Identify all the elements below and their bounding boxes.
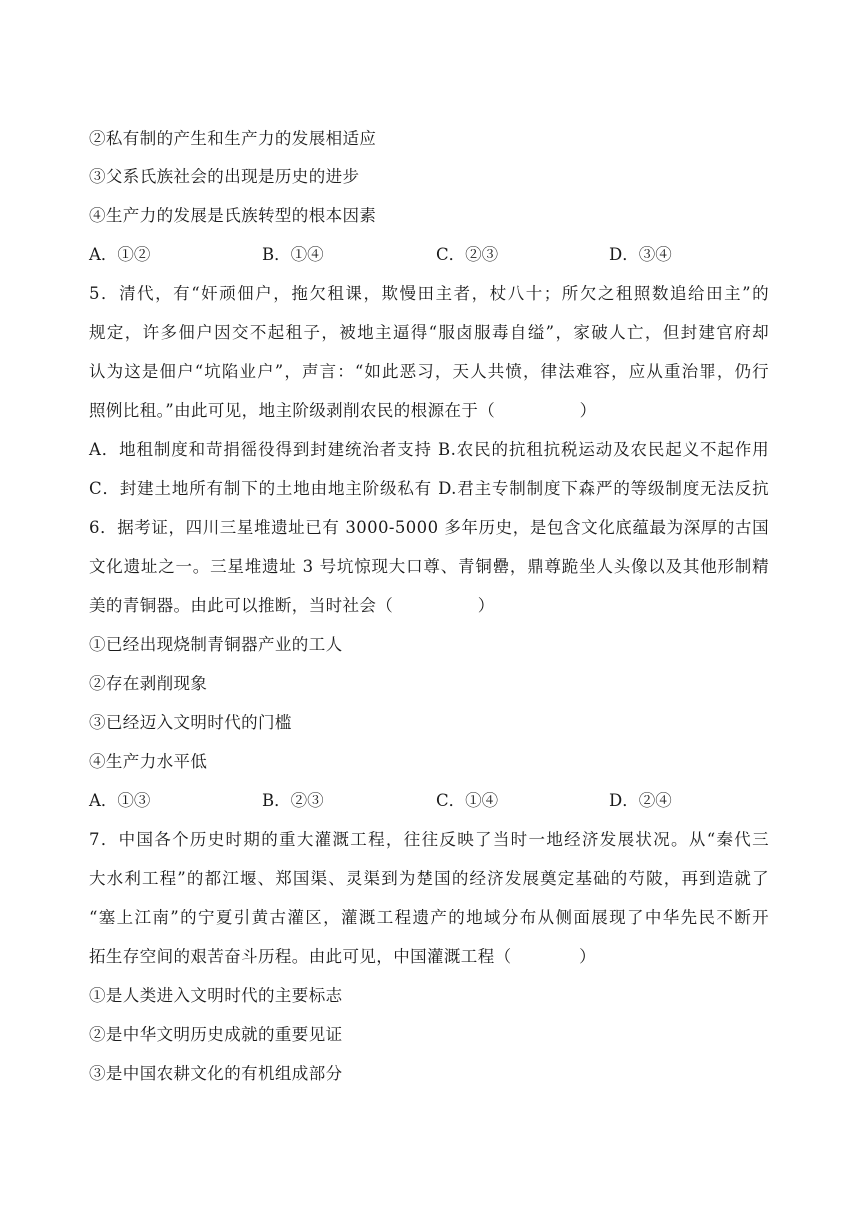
q4-option-b: B．①④ (262, 245, 324, 264)
q6-option-b: B．②③ (262, 791, 324, 810)
q6-statement-1: ①已经出现烧制青铜器产业的工人 (89, 635, 343, 654)
q7-stem-line-1: 7．中国各个历史时期的重大灌溉工程，往往反映了当时一地经济发展状况。从“秦代三 (89, 830, 769, 849)
statement-4: ④生产力的发展是氏族转型的根本因素 (89, 206, 377, 225)
q6-stem-line-3: 美的青铜器。由此可以推断，当时社会（ ） (89, 596, 495, 615)
statement-2: ②私有制的产生和生产力的发展相适应 (89, 129, 377, 148)
q5-options-ab: A．地租制度和苛捐徭役得到封建统治者支持 B.农民的抗租抗税运动及农民起义不起作用 (89, 440, 769, 459)
q4-option-c: C．②③ (436, 245, 499, 264)
q5-stem-line-3: 认为这是佃户“坑陷业户”，声言：“如此恶习，天人共愤，律法难容，应从重治罪，仍行 (89, 362, 769, 381)
q6-option-c: C．①④ (436, 791, 499, 810)
q6-option-d: D．②④ (609, 791, 672, 810)
q7-statement-2: ②是中华文明历史成就的重要见证 (89, 1025, 343, 1044)
statement-3: ③父系氏族社会的出现是历史的进步 (89, 167, 360, 186)
q6-option-a: A．①③ (89, 791, 151, 810)
q7-stem-line-2: 大水利工程”的都江堰、郑国渠、灵渠到为楚国的经济发展奠定基础的芍陂，再到造就了 (89, 869, 769, 888)
q4-option-a: A．①② (89, 245, 151, 264)
q7-statement-1: ①是人类进入文明时代的主要标志 (89, 986, 343, 1005)
q7-statement-3: ③是中国农耕文化的有机组成部分 (89, 1064, 343, 1083)
q6-statement-3: ③已经迈入文明时代的门槛 (89, 713, 292, 732)
q7-stem-line-3: “塞上江南”的宁夏引黄古灌区，灌溉工程遗产的地域分布从侧面展现了中华先民不断开 (89, 908, 769, 927)
q6-stem-line-1: 6．据考证，四川三星堆遗址已有 3000-5000 多年历史，是包含文化底蕴最为深厚的古国 (89, 518, 769, 537)
q5-options-cd: C．封建土地所有制下的土地由地主阶级私有 D.君主专制制度下森严的等级制度无法反抗 (89, 479, 769, 498)
q4-option-d: D．③④ (609, 245, 672, 264)
q5-stem-line-1: 5．清代，有“奸顽佃户，拖欠租课，欺慢田主者，杖八十；所欠之租照数追给田主”的 (89, 284, 769, 303)
q5-stem-line-4: 照例比租。”由此可见，地主阶级剥削农民的根源在于（ ） (89, 401, 597, 420)
q6-stem-line-2: 文化遗址之一。三星堆遗址 3 号坑惊现大口尊、青铜罍，鼎尊跪坐人头像以及其他形制精 (89, 557, 769, 576)
q6-statement-4: ④生产力水平低 (89, 752, 208, 771)
q7-stem-line-4: 拓生存空间的艰苦奋斗历程。由此可见，中国灌溉工程（ ） (89, 947, 596, 966)
q6-statement-2: ②存在剥削现象 (89, 674, 208, 693)
q5-stem-line-2: 规定，许多佃户因交不起租子，被地主逼得“服卤服毒自缢”，家破人亡，但封建官府却 (89, 323, 769, 342)
